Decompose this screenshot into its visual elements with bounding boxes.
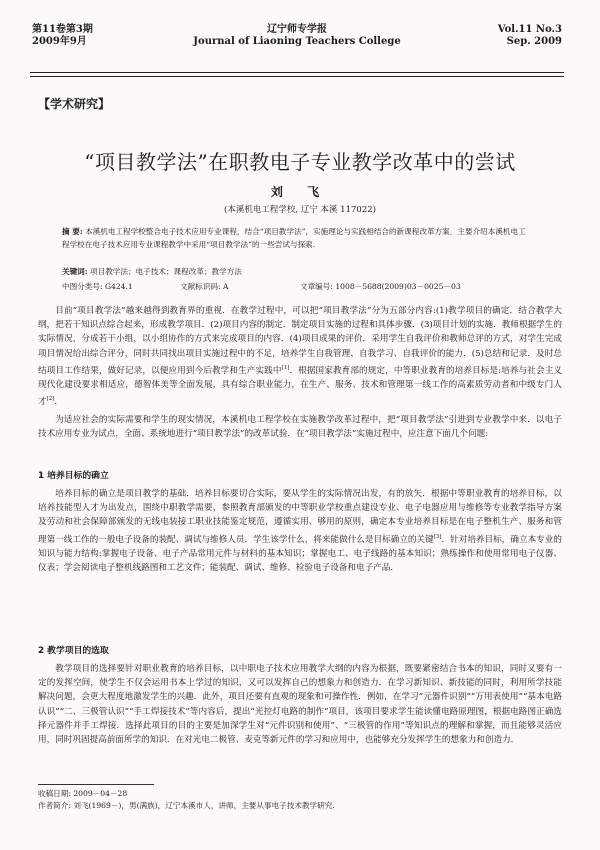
p3-text-b: ．针对培养目标，确立本专业的知识与能力结构:掌握电子设备、电子产品常用元件与材料的基本知识；掌握电工、电子线路的基本知识；熟练操作和使用常用电子仪器、仪表；学会阅读电子整机线路图和工艺文件；能装配、调试、维修、检验电子设备和电子产品． bbox=[38, 534, 562, 573]
abstract bbox=[62, 225, 532, 251]
footnote-rule bbox=[38, 784, 154, 785]
header-rule-thin bbox=[30, 76, 564, 77]
keywords-label: 关键词: bbox=[62, 267, 88, 276]
section-tag: 【学术研究】 bbox=[38, 97, 111, 111]
header-volume-en: Vol.11 No.3 bbox=[497, 24, 562, 35]
article-number: 文章编号: 1008－5688(2009)03－0025－03 bbox=[300, 282, 461, 291]
keywords-text: 项目教学法；电子技术；课程改革；教学方法 bbox=[90, 267, 242, 276]
header-volume: 第11卷第3期 bbox=[32, 24, 93, 35]
clc-number: 中图分类号: G424.1 bbox=[62, 282, 133, 291]
author-name: 刘 飞 bbox=[270, 185, 330, 199]
section-heading-1: 1 培养目标的确立 bbox=[38, 471, 109, 481]
body-paragraph-goals bbox=[38, 487, 562, 575]
p1-text-c: ． bbox=[54, 396, 64, 407]
journal-name-cn: 辽宁师专学报 bbox=[267, 24, 327, 35]
abstract-text: 本溪机电工程学校整合电子技术应用专业课程，结合“项目教学法”，实施理论与实践相结合的新课程改革方案．主要介绍本溪机电工程学校在电子技术应用专业课程教学中采用“项目教学法”的一些尝试与探索. bbox=[62, 227, 526, 249]
footnote-received: 收稿日期: 2009－04－28 bbox=[38, 789, 128, 798]
body-paragraph-context: 为适应社会的实际需要和学生的现实情况，本溪机电工程学校在实施教学改革过程中，把“项目教学法”引进到专业教学中来．以电子技术应用专业为试点，全面、系统地进行“项目教学法”的改革试验．在“项目教学法”实施过程中，应注意下面几个问题: bbox=[38, 415, 562, 440]
body-paragraph-projects: 教学项目的选择要针对职业教育的培养目标，以中职电子技术应用教学大纲的内容为根据，既要紧密结合书本的知识，同时又要有一定的发挥空间，使学生不仅会运用书本上学过的知识，又可以发挥自己的想象力和创造力．在学习新知识、新技能的同时，利用所学技能解决问题，会更大程度地激发学生的兴趣．此外，项目还要有直观的现象和可操作性．例如，在学习“元器件识别”“万用表使用”“基本电路认识”“二、三极管认识”“手工焊接技术”等内容后，提出“光控灯电路的制作”项目，该项目要求学生能读懂电路原理图，根据电路图正确选择元器件并手工焊接．选择此项目的目的主要是加深学生对“元件识别和使用”、“三极管的作用”等知识点的理解和掌握，而且能够灵活应用，同时巩固提高前面所学的知识．在对光电二极管、麦克等新元件的学习和应用中，也能够充分发挥学生的想象力和创造力． bbox=[38, 664, 562, 746]
header-issue-en bbox=[498, 24, 562, 48]
citation-3[interactable]: [3] bbox=[433, 533, 442, 540]
keywords bbox=[62, 266, 532, 278]
paper-title: “项目教学法”在职教电子专业教学改革中的尝试 bbox=[84, 150, 516, 174]
abstract-label: 摘 要: bbox=[62, 227, 83, 236]
header-date-en: Sep. 2009 bbox=[506, 36, 562, 47]
footnote-author-bio: 作者简介: 刘飞(1969－)，男(满族)，辽宁本溪市人，讲师，主要从事电子技术教学研究. bbox=[38, 801, 335, 810]
p3-text-a: 培养目标的确立是项目教学的基础．培养目标要切合实际，要从学生的实际情况出发，有的放矢．根据中等职业教育的培养目标，以培养技能型人才为出发点，围绕中职教学需要，参照教育部颁发的中等职业学校重点建设专业、电子电器应用与维修等专业教学指导方案及劳动和社会保障部颁发的无线电装接工职业技能鉴定规范，遵循实用、够用的原则，确定本专业培养目标是在电子整机生产、服务和管理第一线工作的一般电子设备的装配、调试与维修人员．学生该学什么，将来能做什么是目标确立的关键 bbox=[38, 489, 562, 545]
running-header bbox=[32, 18, 562, 70]
header-date: 2009年9月 bbox=[32, 36, 87, 47]
p1-text-b: ．根据国家教育部的规定，中等职业教育的培养目标是:培养与社会主义现代化建设要求相适应，德智体美等全面发展，具有综合职业能力，在生产、服务、技术和管理第一线工作的高素质劳动者和中级专门人才 bbox=[38, 365, 562, 407]
header-rule-thick bbox=[30, 72, 564, 73]
author-affiliation: (本溪机电工程学校, 辽宁 本溪 117022) bbox=[224, 205, 376, 215]
citation-1[interactable]: [1] bbox=[281, 364, 290, 371]
document-code: 文献标识码: A bbox=[180, 282, 229, 291]
citation-2[interactable]: [2] bbox=[46, 396, 55, 403]
journal-name-en: Journal of Liaoning Teachers College bbox=[193, 36, 401, 47]
section-heading-2: 2 教学项目的选取 bbox=[38, 646, 109, 656]
header-journal bbox=[32, 24, 562, 48]
p1-text-a: 目前“项目教学法”越来越得到教育界的重视．在教学过程中，可以把“项目教学法”分为五部分内容:(1)教学项目的确定．结合教学大纲，把若干知识点综合起来，形成教学项目．(2)项目内容的制定．制定项目实施的过程和具体步骤．(3)项目计划的实施．教师根据学生的实际情况，分成若干小组，以小组协作的方式来完成项目的内容．(4)项目成果的评价．采用学生自我评价和教师总评的方式，对学生完成项目情况给出综合评分，同时共同找出项目实施过程中的不足，培养学生自我管理、自我学习、自我评价的能力．(5)总结和记录．及时总结项目工作结果，做好记录，以便应用到今后教学和生产实践中 bbox=[38, 306, 562, 376]
body-paragraph-intro bbox=[38, 304, 562, 409]
